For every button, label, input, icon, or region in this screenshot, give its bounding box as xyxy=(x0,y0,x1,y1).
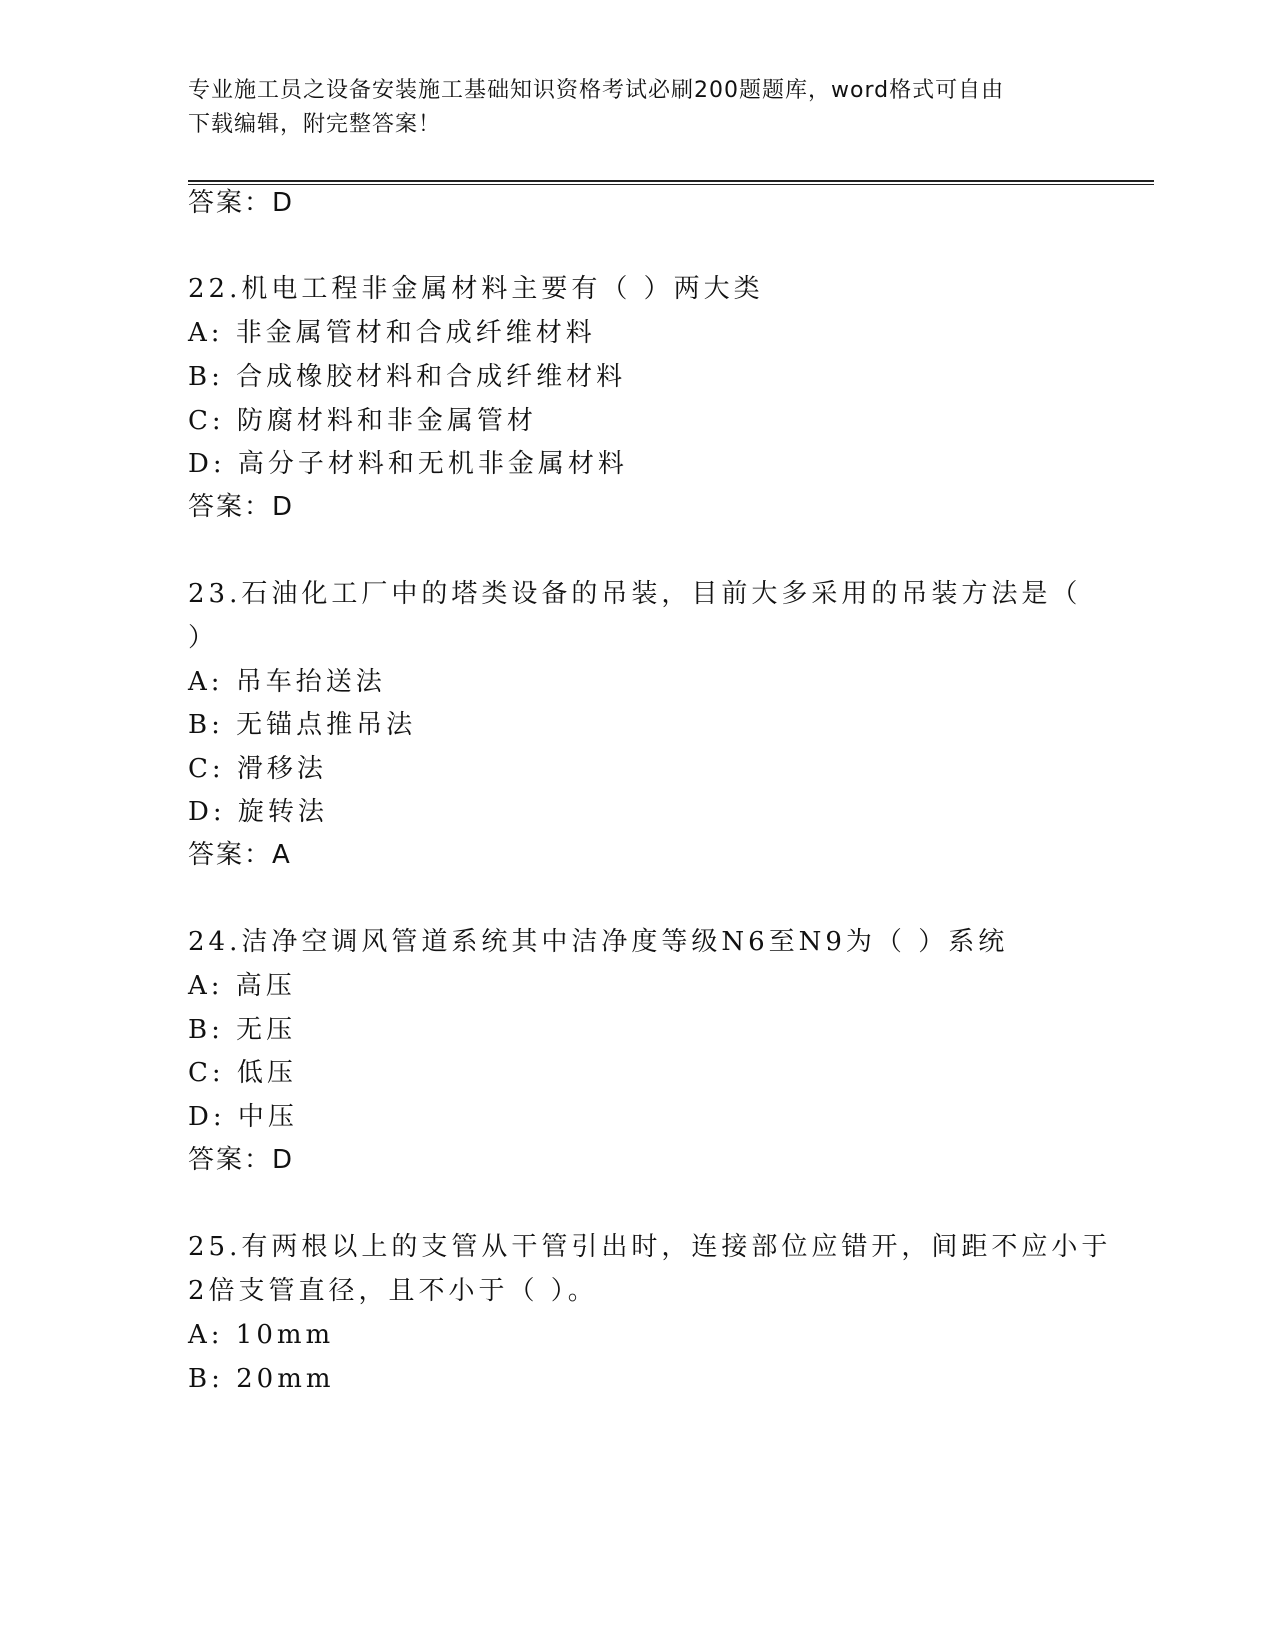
option-c: C: 低压 xyxy=(188,1058,297,1088)
option-d: D: 高分子材料和无机非金属材料 xyxy=(188,449,628,479)
question-stem-continued: ） xyxy=(188,623,219,653)
option-d: D: 旋转法 xyxy=(188,797,328,827)
option-b: B: 20mm xyxy=(188,1364,335,1394)
option-b: B: 无锚点推吊法 xyxy=(188,710,417,740)
option-b: B: 合成橡胶材料和合成纤维材料 xyxy=(188,362,627,392)
option-c: C: 防腐材料和非金属管材 xyxy=(188,406,537,436)
option-a: A: 高压 xyxy=(188,971,296,1001)
question-stem: 24.洁净空调风管道系统其中洁净度等级N6至N9为（ ）系统 xyxy=(188,927,1009,957)
question-stem: 25.有两根以上的支管从干管引出时，连接部位应错开，间距不应小于 xyxy=(188,1232,1112,1262)
question-stem: 22.机电工程非金属材料主要有（ ）两大类 xyxy=(188,274,764,304)
header-rule-thick xyxy=(188,180,1154,182)
answer-line: 答案：A xyxy=(188,840,292,870)
option-c: C: 滑移法 xyxy=(188,754,327,784)
option-a: A: 10mm xyxy=(188,1320,335,1350)
question-stem-continued: 2倍支管直径，且不小于（ ）。 xyxy=(188,1276,598,1306)
document-header xyxy=(188,74,1088,142)
option-a: A: 吊车抬送法 xyxy=(188,667,386,697)
header-line-1: 专业施工员之设备安装施工基础知识资格考试必刷200题题库，word格式可自由 xyxy=(188,78,1005,103)
option-d: D: 中压 xyxy=(188,1102,298,1132)
option-a: A: 非金属管材和合成纤维材料 xyxy=(188,318,596,348)
answer-line: 答案：D xyxy=(188,1145,295,1175)
answer-line: 答案：D xyxy=(188,188,295,218)
option-b: B: 无压 xyxy=(188,1015,297,1045)
question-stem: 23.石油化工厂中的塔类设备的吊装，目前大多采用的吊装方法是（ xyxy=(188,579,1082,609)
answer-line: 答案：D xyxy=(188,492,295,522)
header-line-2: 下载编辑，附完整答案！ xyxy=(188,112,442,137)
header-rule-thin xyxy=(188,184,1154,185)
